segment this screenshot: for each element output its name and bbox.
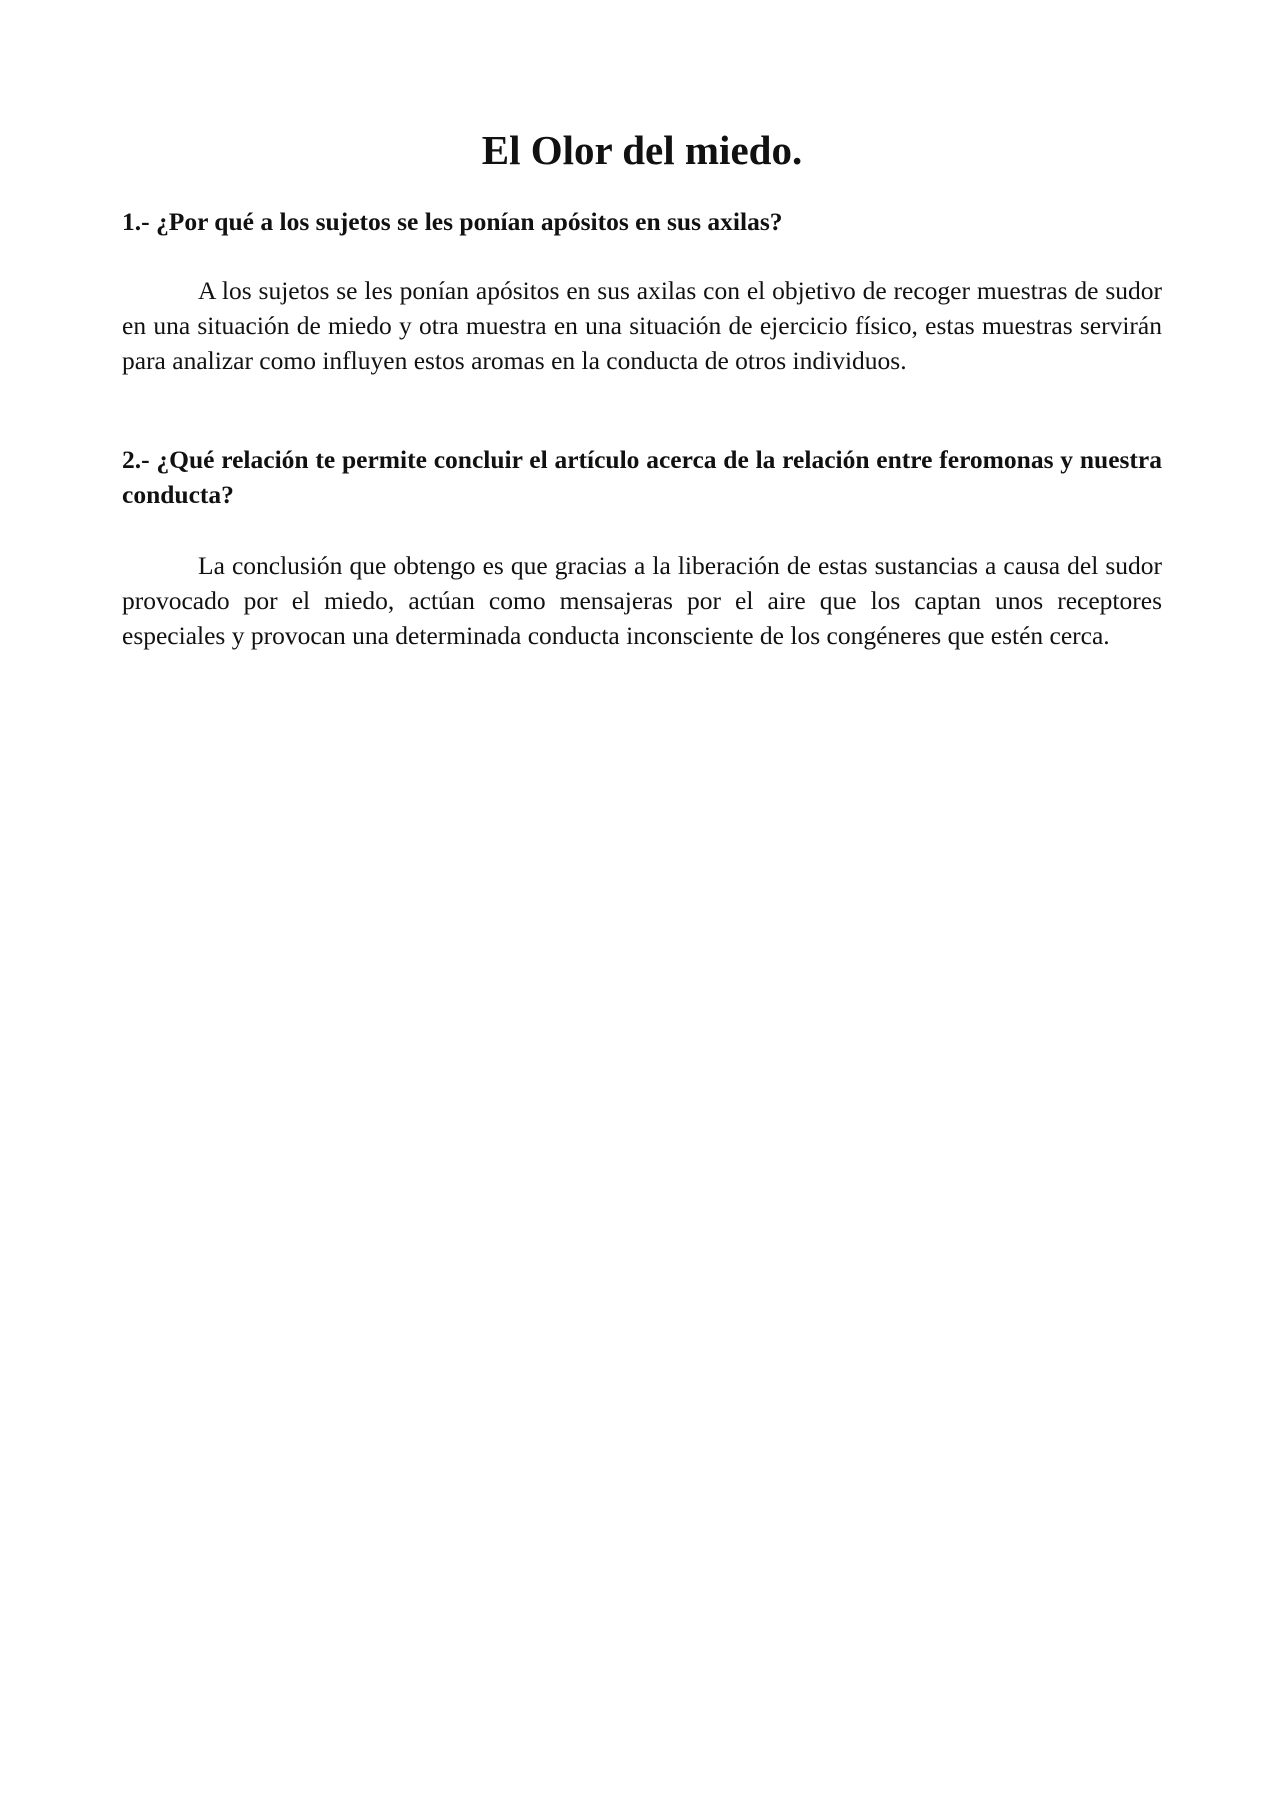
question-2: 2.- ¿Qué relación te permite concluir el artículo acerca de la relación entre feromonas y nuestra conducta? (122, 445, 1162, 509)
answer-2: La conclusión que obtengo es que gracias a la liberación de estas sustancias a causa del sudor provocado por el miedo, actúan como mensajeras por el aire que los captan unos receptores especiales y provocan una determinada conducta inconsciente de los congéneres que estén cerca. (122, 551, 1162, 650)
question-1: 1.- ¿Por qué a los sujetos se les ponían apósitos en sus axilas? (122, 207, 783, 236)
answer-1: A los sujetos se les ponían apósitos en sus axilas con el objetivo de recoger muestras de sudor en una situación de miedo y otra muestra en una situación de ejercicio físico, estas muestras servirán para analizar como influyen estos aromas en la conducta de otros individuos. (122, 276, 1162, 375)
page-title: El Olor del miedo. (481, 127, 803, 173)
